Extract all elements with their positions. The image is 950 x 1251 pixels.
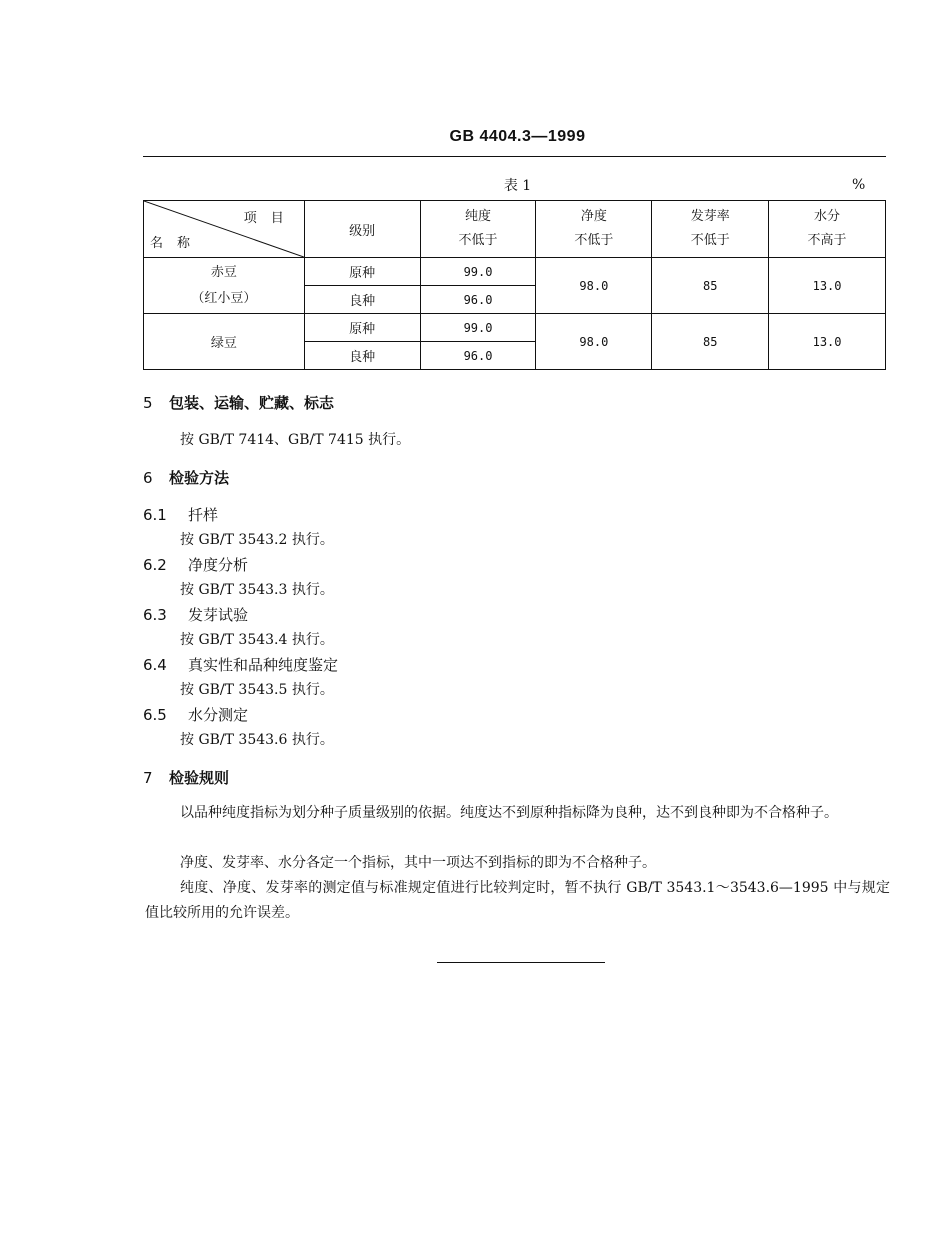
subsection-number: 6.2 [143,556,167,574]
subsection-text: 按 GB/T 3543.2 执行。 [180,532,334,548]
section-title: 包装、运输、贮藏、标志 [169,394,335,412]
subsection-title: 水分测定 [188,706,249,724]
section-title: 检验方法 [169,469,230,487]
table-unit: % [852,177,866,193]
grade-cell: 原种 [304,314,420,342]
purity-cell: 96.0 [420,286,536,314]
header-rule [143,156,886,157]
subsection-number: 6.3 [143,606,167,624]
crop-name-cell [144,258,305,314]
header-purity-label: 纯度 [465,209,492,224]
document-header-title: GB 4404.3—1999 [449,128,586,145]
subsection-number: 6.4 [143,656,167,674]
subsection-text: 按 GB/T 3543.5 执行。 [180,682,334,698]
subsection-heading [143,654,338,675]
subsection-heading [143,504,218,525]
diagonal-header-cell [144,201,305,258]
grade-cell: 良种 [304,342,420,370]
header-grade [304,201,420,258]
paragraph: 以品种纯度指标为划分种子质量级别的依据。纯度达不到原种指标降为良种，达不到良种即为不合格种子。 [180,805,838,821]
subsection-text: 按 GB/T 3543.4 执行。 [180,632,334,648]
diagonal-bottom-label: 名称 [150,236,205,251]
header-purity-sub: 不低于 [458,233,498,248]
subsection-number: 6.1 [143,506,167,524]
diagonal-top-label: 项目 [243,211,298,226]
section-number: 6 [143,469,153,487]
section-6-heading [143,467,229,488]
subsection-text: 按 GB/T 3543.3 执行。 [180,582,334,598]
crop-name: 绿豆 [210,336,237,351]
paragraph: 纯度、净度、发芽率的测定值与标准规定值进行比较判定时，暂不执行 GB/T 3543.1～3543.6—1995 中与规定值比较所用的允许误差。 [145,880,890,921]
section-5-heading [143,392,334,413]
purity-cell: 99.0 [420,314,536,342]
subsection-title: 扦样 [188,506,219,524]
header-moisture-label: 水分 [814,209,841,224]
header-cleanness-sub: 不低于 [574,233,614,248]
header-germination [652,201,769,258]
paragraph: 净度、发芽率、水分各定一个指标，其中一项达不到指标的即为不合格种子。 [180,855,656,871]
header-moisture [769,201,886,258]
grade-cell: 原种 [304,258,420,286]
subsection-title: 真实性和品种纯度鉴定 [188,656,339,674]
subsection-heading [143,704,248,725]
cleanness-cell: 98.0 [536,258,652,314]
section-5-text: 按 GB/T 7414、GB/T 7415 执行。 [180,432,411,448]
header-cleanness-label: 净度 [580,209,607,224]
subsection-heading [143,604,248,625]
header-purity [420,201,536,258]
germination-cell: 85 [652,258,769,314]
section-number: 5 [143,394,153,412]
moisture-cell: 13.0 [769,314,886,370]
table-caption: 表 1 [503,178,532,194]
subsection-text: 按 GB/T 3543.6 执行。 [180,732,334,748]
crop-name: 赤豆 [210,264,237,280]
subsection-title: 发芽试验 [188,606,249,624]
end-rule [437,962,605,963]
table-header-row [144,201,886,258]
table-row [144,314,886,342]
header-grade-label: 级别 [349,223,376,239]
header-germination-label: 发芽率 [690,209,730,224]
header-cleanness [536,201,652,258]
section-title: 检验规则 [169,769,230,787]
seed-quality-table [143,200,886,370]
moisture-cell: 13.0 [769,258,886,314]
crop-alias: （红小豆） [191,290,257,306]
germination-cell: 85 [652,314,769,370]
grade-cell: 良种 [304,286,420,314]
section-7-heading [143,767,229,788]
section-number: 7 [143,769,153,787]
subsection-title: 净度分析 [188,556,249,574]
subsection-number: 6.5 [143,706,167,724]
subsection-heading [143,554,248,575]
header-moisture-sub: 不高于 [807,233,847,248]
crop-name-cell [144,314,305,370]
purity-cell: 96.0 [420,342,536,370]
table-row [144,258,886,286]
cleanness-cell: 98.0 [536,314,652,370]
purity-cell: 99.0 [420,258,536,286]
header-germination-sub: 不低于 [690,233,730,248]
